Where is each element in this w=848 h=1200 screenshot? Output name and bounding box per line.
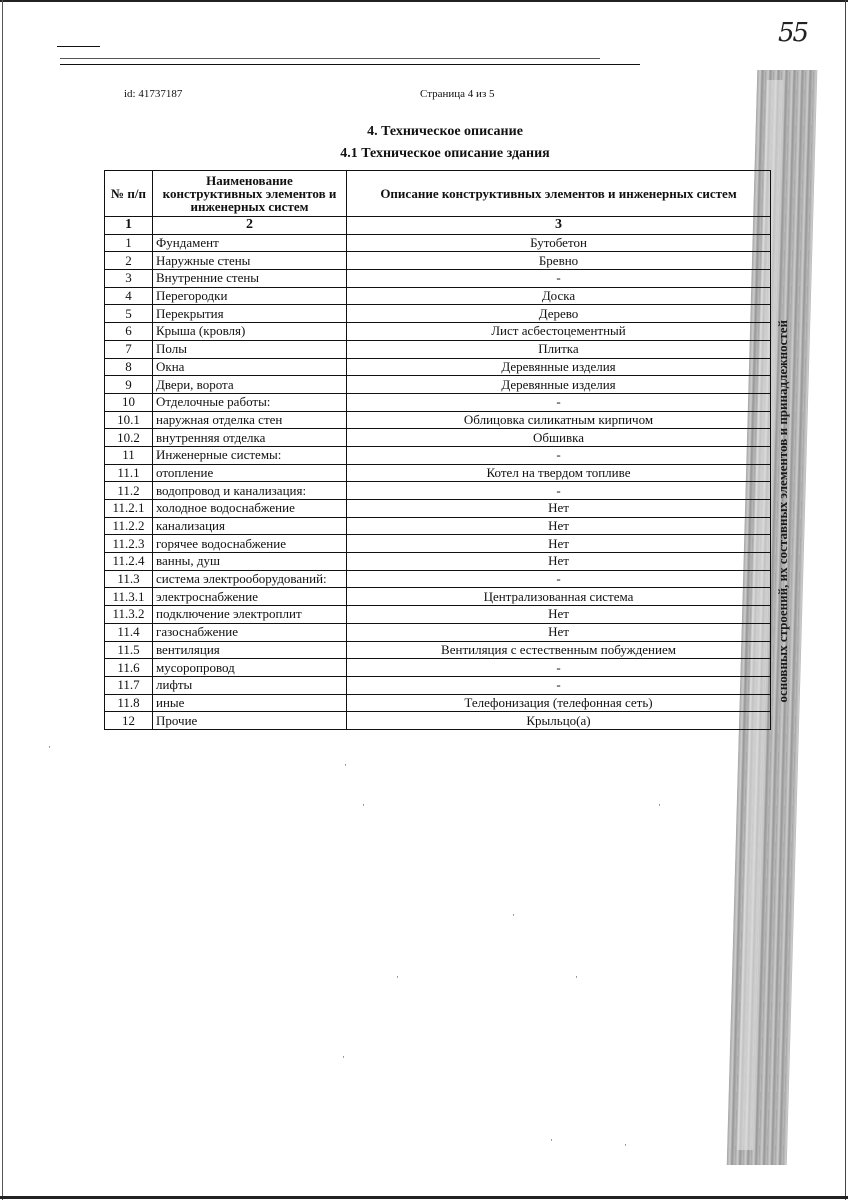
page-indicator: Страница 4 из 5 [420,88,495,100]
element-name: лифты [153,676,347,694]
row-number: 4 [105,287,153,305]
scan-speck: · [396,972,399,982]
scan-speck: · [575,972,578,982]
table-row [105,429,771,447]
element-name: внутренняя отделка [153,429,347,447]
row-number: 11.1 [105,464,153,482]
element-name: Двери, ворота [153,376,347,394]
table-row [105,712,771,730]
table-row [105,411,771,429]
row-number: 11.7 [105,676,153,694]
scan-speck: · [342,1052,345,1062]
table-row [105,623,771,641]
element-description: Нет [347,623,771,641]
document-id: id: 41737187 [124,88,183,100]
scan-border-right [845,0,846,1200]
row-number: 11.5 [105,641,153,659]
element-name: мусоропровод [153,659,347,677]
header-rule-short [57,46,100,47]
element-description: Бутобетон [347,234,771,252]
row-number: 11.2 [105,482,153,500]
element-description: - [347,570,771,588]
table-row [105,570,771,588]
element-name: канализация [153,517,347,535]
table-row [105,464,771,482]
element-description: Централизованная система [347,588,771,606]
row-number: 11.3 [105,570,153,588]
row-number: 11 [105,446,153,464]
element-description: Нет [347,500,771,518]
scan-speck: · [624,1140,627,1150]
table-row [105,694,771,712]
element-description: Деревянные изделия [347,376,771,394]
row-number: 3 [105,270,153,288]
table-row [105,517,771,535]
table-row [105,340,771,358]
table-row [105,287,771,305]
column-header-description: Описание конструктивных элементов и инженерных систем [347,171,771,217]
scan-border-bottom [0,1196,848,1199]
scan-border-left [2,0,3,1200]
element-name: горячее водоснабжение [153,535,347,553]
section-title: 4. Техническое описание [367,124,523,139]
row-number: 9 [105,376,153,394]
row-number: 11.2.1 [105,500,153,518]
table-row [105,553,771,571]
row-number: 11.2.2 [105,517,153,535]
element-name: газоснабжение [153,623,347,641]
element-name: Инженерные системы: [153,446,347,464]
element-description: - [347,482,771,500]
column-header-number: № п/п [105,171,153,217]
row-number: 1 [105,234,153,252]
element-name: Перегородки [153,287,347,305]
element-name: Окна [153,358,347,376]
header-rule-mid [60,58,600,59]
row-number: 6 [105,323,153,341]
element-description: Лист асбестоцементный [347,323,771,341]
element-name: Перекрытия [153,305,347,323]
column-number-1: 1 [105,217,153,235]
element-description: Котел на твердом топливе [347,464,771,482]
binding-strip-vertical-text: основных строений, их составных элементов и принадлежностей [775,320,790,703]
section-subtitle: 4.1 Техническое описание здания [340,146,550,161]
row-number: 7 [105,340,153,358]
table-row [105,446,771,464]
element-name: холодное водоснабжение [153,500,347,518]
element-description: Облицовка силикатным кирпичом [347,411,771,429]
table-row [105,641,771,659]
element-name: электроснабжение [153,588,347,606]
element-name: Внутренние стены [153,270,347,288]
element-name: Полы [153,340,347,358]
table-row [105,393,771,411]
element-name: отопление [153,464,347,482]
scan-speck: · [362,800,365,810]
table-header-row [105,171,771,217]
table-row [105,588,771,606]
column-header-element-name: Наименование конструктивных элементов и инженерных систем [153,171,347,217]
table-row [105,252,771,270]
row-number: 5 [105,305,153,323]
element-description: Телефонизация (телефонная сеть) [347,694,771,712]
table-row [105,659,771,677]
element-description: - [347,270,771,288]
element-description: - [347,446,771,464]
table-row [105,305,771,323]
scan-speck: · [512,910,515,920]
table-row [105,482,771,500]
element-name: Фундамент [153,234,347,252]
element-description: - [347,393,771,411]
element-description: Нет [347,535,771,553]
row-number: 11.6 [105,659,153,677]
element-name: система электрооборудований: [153,570,347,588]
table-row [105,323,771,341]
table-row [105,606,771,624]
element-name: Прочие [153,712,347,730]
row-number: 10.2 [105,429,153,447]
row-number: 8 [105,358,153,376]
element-description: - [347,676,771,694]
element-name: Крыша (кровля) [153,323,347,341]
scan-speck: · [48,742,51,752]
scan-speck: · [344,760,347,770]
element-description: Нет [347,517,771,535]
table-row [105,500,771,518]
row-number: 11.2.4 [105,553,153,571]
element-description: Доска [347,287,771,305]
technical-description-table [104,170,771,730]
table-row [105,676,771,694]
element-description: Плитка [347,340,771,358]
table-row [105,535,771,553]
table-row [105,358,771,376]
row-number: 11.2.3 [105,535,153,553]
element-description: Нет [347,553,771,571]
element-name: наружная отделка стен [153,411,347,429]
handwritten-page-number: 55 [778,18,808,48]
table-row [105,376,771,394]
element-description: Крыльцо(а) [347,712,771,730]
row-number: 11.3.1 [105,588,153,606]
element-description: Нет [347,606,771,624]
element-name: Наружные стены [153,252,347,270]
element-description: Дерево [347,305,771,323]
row-number: 11.3.2 [105,606,153,624]
element-description: Вентиляция с естественным побуждением [347,641,771,659]
element-name: Отделочные работы: [153,393,347,411]
table-row [105,270,771,288]
element-name: вентиляция [153,641,347,659]
row-number: 12 [105,712,153,730]
row-number: 10.1 [105,411,153,429]
table-row [105,234,771,252]
row-number: 11.4 [105,623,153,641]
element-name: иные [153,694,347,712]
column-number-2: 2 [153,217,347,235]
header-rule-long [60,64,640,65]
scan-speck: · [550,1135,553,1145]
element-description: Бревно [347,252,771,270]
element-name: водопровод и канализация: [153,482,347,500]
row-number: 11.8 [105,694,153,712]
scan-speck: · [658,800,661,810]
column-number-row [105,217,771,235]
row-number: 10 [105,393,153,411]
row-number: 2 [105,252,153,270]
element-name: ванны, душ [153,553,347,571]
element-description: Обшивка [347,429,771,447]
column-number-3: 3 [347,217,771,235]
element-description: Деревянные изделия [347,358,771,376]
element-name: подключение электроплит [153,606,347,624]
scan-border-top [0,0,848,2]
element-description: - [347,659,771,677]
